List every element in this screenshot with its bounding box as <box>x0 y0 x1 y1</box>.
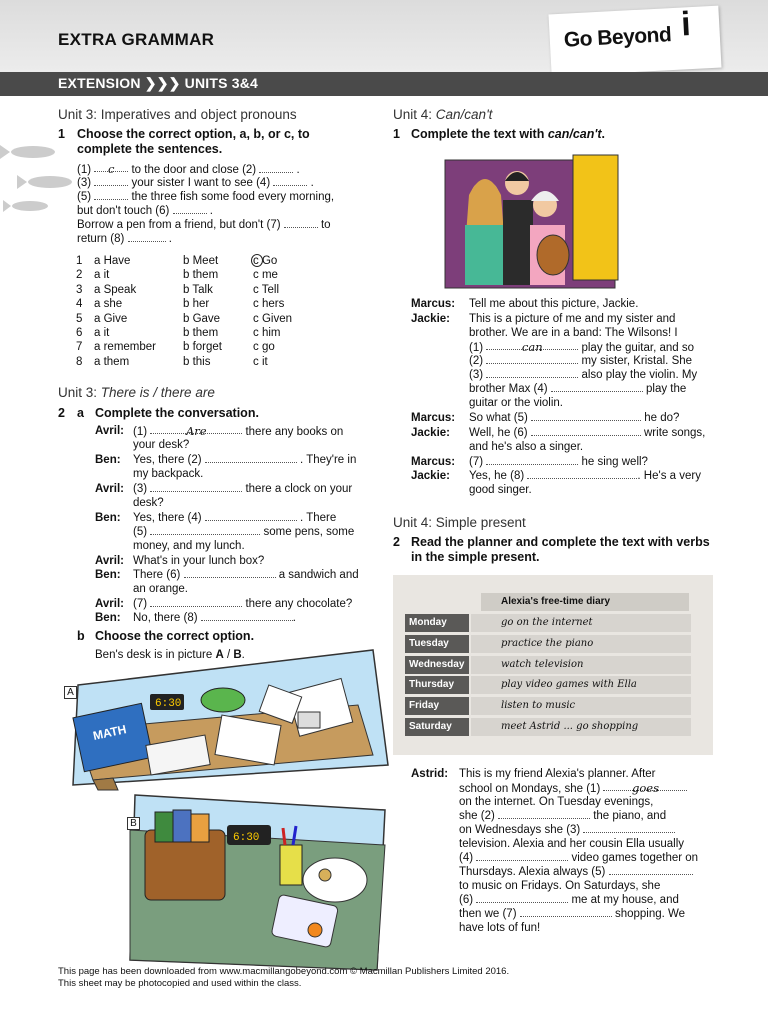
go-beyond-logo <box>548 6 721 77</box>
option-number: 6 <box>76 327 83 339</box>
text-line: (6) me at my house, and <box>459 894 679 906</box>
dialog-line: brother Max (4) play the <box>469 383 687 395</box>
speaker: Ben: <box>95 569 121 581</box>
u4-q2-instruction: Read the planner and complete the text with verbs in the simple present. <box>411 535 710 564</box>
fish-illustration <box>0 142 80 217</box>
speaker: Avril: <box>95 425 124 437</box>
dialog-line: So what (5) he do? <box>469 412 680 424</box>
diary-day: Wednesday <box>405 656 469 674</box>
dialog-line: Well, he (6) write songs, <box>469 427 706 439</box>
gap[interactable] <box>184 568 276 578</box>
conv-line: No, there (8) . <box>133 612 296 624</box>
speaker: Marcus: <box>411 456 456 468</box>
picture-a-label: A <box>64 686 77 699</box>
speaker: Jackie: <box>411 427 451 439</box>
text-line: to music on Fridays. On Saturdays, she <box>459 880 661 892</box>
option-choice[interactable]: a Give <box>94 312 128 325</box>
u3-q2-letter: a <box>77 406 84 420</box>
answer-can[interactable]: can <box>486 340 578 350</box>
option-number: 1 <box>76 255 83 267</box>
text-line: she (2) the piano, and <box>459 810 667 822</box>
footer-line-1: This page has been downloaded from www.macmillangobeyond.com © Macmillan Publishers Limited 2016. <box>58 966 510 977</box>
conv-line: money, and my lunch. <box>133 540 245 552</box>
dialog-line: Yes, he (8) . He's a very <box>469 470 701 482</box>
answer-goes[interactable]: goes <box>603 781 687 791</box>
clock-label: 6:30 <box>155 698 182 710</box>
option-choice[interactable]: a Have <box>94 255 131 267</box>
gap[interactable] <box>150 525 260 535</box>
gap[interactable] <box>476 893 568 903</box>
conv-line: (7) there any chocolate? <box>133 598 353 610</box>
gap[interactable] <box>205 453 297 463</box>
unit3-imperatives-heading: Unit 3: Imperatives and object pronouns <box>58 107 297 122</box>
diary-activity: practice the piano <box>471 635 691 653</box>
gap-2[interactable] <box>259 163 293 173</box>
dialog-line: (7) he sing well? <box>469 456 648 468</box>
u3-line-6: return (8) . <box>77 233 172 245</box>
option-choice[interactable]: c Given <box>253 312 292 325</box>
option-number: 4 <box>76 298 83 311</box>
u4-q1-instruction: Complete the text with can/can't. <box>411 127 605 141</box>
unit4-can-heading: Unit 4: Can/can't <box>393 107 493 122</box>
option-choice[interactable]: b Talk <box>183 283 213 296</box>
speaker: Ben: <box>95 454 121 466</box>
option-choice[interactable]: b forget <box>183 341 222 354</box>
gap[interactable] <box>609 865 693 875</box>
diary-activity: go on the internet <box>471 614 691 632</box>
text-line: have lots of fun! <box>459 922 541 934</box>
text-line: on the internet. On Tuesday evenings, <box>459 796 654 808</box>
text-line: on Wednesdays she (3) <box>459 823 675 837</box>
option-b[interactable]: B <box>233 649 242 661</box>
u3-line-3: (5) the three fish some food every morning, <box>77 191 335 203</box>
qb-line: Ben's desk is in picture A / B. <box>95 649 245 661</box>
conv-line: desk? <box>133 497 164 509</box>
option-choice[interactable]: a Speak <box>94 283 137 296</box>
dialog-line: This is a picture of me and my sister and <box>469 313 676 325</box>
option-choice[interactable]: c hers <box>253 298 285 311</box>
speaker: Marcus: <box>411 412 456 424</box>
option-number: 2 <box>76 269 83 282</box>
diary-day: Tuesday <box>405 635 469 653</box>
gap[interactable] <box>201 611 293 621</box>
gap[interactable] <box>476 851 568 861</box>
text-line: Thursdays. Alexia always (5) <box>459 865 693 879</box>
u3-q2-instruction: Complete the conversation. <box>95 406 259 420</box>
gap[interactable] <box>520 907 612 917</box>
option-number: 5 <box>76 312 83 325</box>
text-line: This is my friend Alexia's planner. After <box>459 768 656 780</box>
extension-bar <box>0 72 768 96</box>
unit3-there-is-heading: Unit 3: There is / there are <box>58 385 215 400</box>
speaker: Ben: <box>95 512 121 524</box>
option-choice[interactable]: a she <box>94 298 123 311</box>
page-title: EXTRA GRAMMAR <box>58 30 215 49</box>
conv-line: There (6) a sandwich and <box>133 569 359 581</box>
dialog-line: (1) can play the guitar, and so <box>469 340 694 354</box>
gap[interactable] <box>205 511 297 521</box>
option-choice[interactable]: c Go <box>253 255 278 267</box>
dialog-line: (3) also play the violin. My <box>469 369 698 381</box>
unit4-simple-present-heading: Unit 4: Simple present <box>393 515 526 530</box>
option-choice[interactable]: c go <box>253 341 275 354</box>
diary-day: Friday <box>405 697 469 715</box>
conv-line: What's in your lunch box? <box>133 555 265 567</box>
extension-label: EXTENSION ❯❯❯ UNITS 3&4 <box>58 75 259 91</box>
u3-line-1: (1) c to the door and close (2) . <box>77 162 300 176</box>
option-choice[interactable]: a it <box>94 269 110 282</box>
conv-line: Yes, there (2) . They're in <box>133 454 357 466</box>
option-number: 3 <box>76 283 83 296</box>
dialog-line: good singer. <box>469 484 532 496</box>
gap-5[interactable] <box>94 190 128 200</box>
gap[interactable] <box>551 382 643 392</box>
band-photo <box>445 153 650 290</box>
diary-activity: watch television <box>471 656 691 674</box>
gap[interactable] <box>150 597 242 607</box>
answer-circle <box>251 254 263 267</box>
gap[interactable] <box>486 354 578 364</box>
diary-row <box>405 614 691 632</box>
diary-title: Alexia's free-time diary <box>481 593 689 611</box>
option-choice[interactable]: c Tell <box>253 283 279 296</box>
picture-b-label: B <box>127 817 140 830</box>
logo-i: i <box>680 5 692 44</box>
gap[interactable] <box>527 469 637 479</box>
gap[interactable] <box>486 455 578 465</box>
option-choice[interactable]: b Meet <box>183 255 219 267</box>
speaker: Avril: <box>95 483 124 495</box>
conv-line: my backpack. <box>133 468 204 480</box>
text-line: (4) video games together on <box>459 852 699 864</box>
answer-1[interactable]: c <box>94 162 128 172</box>
conv-line: your desk? <box>133 439 190 451</box>
gap-6[interactable] <box>173 204 207 214</box>
option-choice[interactable]: a remember <box>94 341 156 354</box>
option-choice[interactable]: c me <box>253 269 278 282</box>
gap-4[interactable] <box>273 176 307 186</box>
option-choice[interactable]: a it <box>94 327 110 339</box>
math-book-label: MATH <box>91 722 128 743</box>
u4-q2-number: 2 <box>393 535 400 549</box>
u3-q1-instruction: Choose the correct option, a, b, or c, to complete the sentences. <box>77 127 310 156</box>
u3-line-4: but don't touch (6) . <box>77 205 213 217</box>
conv-line: an orange. <box>133 583 188 595</box>
diary-row <box>405 697 691 715</box>
diary-activity: play video games with Ella <box>471 676 691 694</box>
dialog-line: and he's also a singer. <box>469 441 584 453</box>
u3-line-2: (3) your sister I want to see (4) . <box>77 177 314 189</box>
option-choice[interactable]: b her <box>183 298 210 311</box>
speaker: Avril: <box>95 555 124 567</box>
option-number: 7 <box>76 341 83 354</box>
diary-day: Thursday <box>405 676 469 694</box>
conv-line: (1) Are there any books on <box>133 424 344 438</box>
conv-line: Yes, there (4) . There <box>133 512 337 524</box>
speaker: Marcus: <box>411 298 456 310</box>
diary-activity: listen to music <box>471 697 691 715</box>
answer-are[interactable]: Are <box>150 424 242 434</box>
text-line: school on Mondays, she (1) goes <box>459 781 687 796</box>
diary-row <box>405 656 691 674</box>
speaker: Astrid: <box>411 768 449 780</box>
diary-row <box>405 635 691 653</box>
conv-line: (5) some pens, some <box>133 526 355 538</box>
gap[interactable] <box>531 426 641 436</box>
text-line: then we (7) shopping. We <box>459 908 686 920</box>
diary-row <box>405 676 691 694</box>
diary-day: Monday <box>405 614 469 632</box>
gap-8[interactable] <box>128 232 166 242</box>
option-choice[interactable]: b them <box>183 269 219 282</box>
speaker: Jackie: <box>411 470 451 482</box>
diary-day: Saturday <box>405 718 469 736</box>
diary-activity: meet Astrid ... go shopping <box>471 718 691 736</box>
footer-line-2: This sheet may be photocopied and used within the class. <box>58 978 302 989</box>
option-choice[interactable]: c him <box>253 327 281 339</box>
gap-7[interactable] <box>284 218 318 228</box>
desk-picture-a <box>58 650 388 790</box>
diary-row <box>405 718 691 736</box>
clock-b-label: 6:30 <box>233 832 260 844</box>
dialog-line: brother. We are in a band: The Wilsons! I <box>469 327 678 339</box>
speaker: Jackie: <box>411 313 451 325</box>
speaker: Ben: <box>95 612 121 624</box>
dialog-line: guitar or the violin. <box>469 397 563 409</box>
planner-panel <box>393 575 713 755</box>
option-choice[interactable]: a them <box>94 355 130 368</box>
gap[interactable] <box>531 411 641 421</box>
u3-qb-instruction: Choose the correct option. <box>95 629 255 643</box>
gap[interactable] <box>498 809 590 819</box>
u3-qb-letter: b <box>77 629 85 643</box>
dialog-line: Tell me about this picture, Jackie. <box>469 298 639 310</box>
u3-line-5: Borrow a pen from a friend, but don't (7) to <box>77 219 331 231</box>
gap[interactable] <box>486 368 578 378</box>
u3-q1-number: 1 <box>58 127 65 141</box>
option-choice[interactable]: b them <box>183 327 219 339</box>
gap[interactable] <box>583 823 675 833</box>
desk-picture-b <box>115 790 385 970</box>
gap[interactable] <box>150 482 242 492</box>
u4-q1-number: 1 <box>393 127 400 141</box>
logo-text: Go Beyond <box>563 23 672 52</box>
option-choice[interactable]: b Gave <box>183 312 221 325</box>
text-line: television. Alexia and her cousin Ella usually <box>459 838 685 850</box>
option-choice[interactable]: b this <box>183 355 211 368</box>
option-choice[interactable]: c it <box>253 355 268 368</box>
u3-q2-number: 2 <box>58 406 65 420</box>
speaker: Avril: <box>95 598 124 610</box>
conv-line: (3) there a clock on your <box>133 483 353 495</box>
gap-3[interactable] <box>94 176 128 186</box>
band-sign: The WILSONS <box>638 153 650 227</box>
option-a[interactable]: A <box>215 649 224 661</box>
dialog-line: (2) my sister, Kristal. She <box>469 355 693 367</box>
option-number: 8 <box>76 355 83 368</box>
